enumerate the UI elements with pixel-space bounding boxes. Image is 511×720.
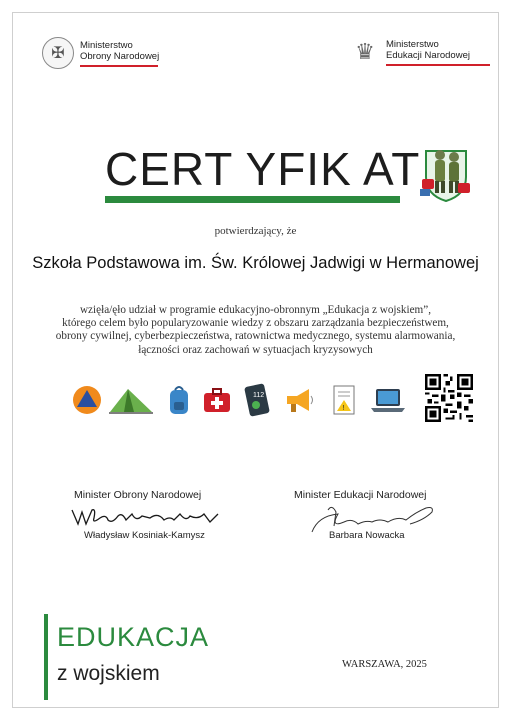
description-line: wzięła/ęło udział w programie edukacyjno-obronnym „Edukacja z wojskiem”, <box>79 304 432 316</box>
mon-emblem-icon: ✠ <box>42 37 74 69</box>
mon-logo <box>42 37 159 69</box>
signatory-role-right: Minister Edukacji Narodowej <box>294 489 427 501</box>
certificate-title: CERT YFIK AT <box>105 143 421 195</box>
mon-logo-line1: Ministerstwo <box>80 39 133 51</box>
soldiers-shield-icon <box>418 143 474 203</box>
first-aid-kit-icon <box>200 383 234 417</box>
school-name: Szkoła Podstawowa im. Św. Królowej Jadwigi w Hermanowej <box>32 254 479 272</box>
phone-112-icon <box>240 383 274 417</box>
place-date: WARSZAWA, 2025 <box>342 659 427 670</box>
men-logo <box>350 37 490 67</box>
description-line: którego celem było popularyzowanie wiedzy z obszaru zarządzania bezpieczeństwem, <box>62 317 449 330</box>
topic-icons-row <box>70 383 415 419</box>
laptop-icon <box>368 383 408 417</box>
description-line: obrony cywilnej, cyberbezpieczeństwa, ratownictwa medycznego, systemu alarmowania, <box>55 330 456 343</box>
men-logo-underline <box>386 64 490 66</box>
eagle-emblem-icon: ♛ <box>355 39 375 64</box>
signatory-role-left: Minister Obrony Narodowej <box>74 489 202 501</box>
backpack-icon <box>162 383 196 417</box>
megaphone-icon <box>282 383 316 417</box>
certificate-frame <box>12 12 499 708</box>
svg-text:!: ! <box>342 405 345 412</box>
brand-line2: z wojskiem <box>57 662 160 685</box>
men-logo-line1: Ministerstwo <box>386 38 439 50</box>
description-line: łączności oraz zachowań w sytuacjach kryzysowych <box>138 343 373 356</box>
civil-defense-icon <box>70 383 104 417</box>
brand-accent-bar <box>44 614 48 700</box>
confirmation-text: potwierdzający, że <box>214 225 297 237</box>
document-warning-icon <box>327 383 361 417</box>
signature-left <box>70 504 220 530</box>
qr-code[interactable] <box>425 374 473 422</box>
men-logo-line2: Edukacji Narodowej <box>386 49 470 61</box>
program-description <box>35 304 476 357</box>
signatory-name-left: Władysław Kosiniak-Kamysz <box>84 530 205 541</box>
tent-icon <box>108 383 154 417</box>
signatory-name-right: Barbara Nowacka <box>329 530 405 541</box>
phone-112-label: 112 <box>253 392 265 399</box>
mon-logo-line2: Obrony Narodowej <box>80 50 160 62</box>
brand-line1: EDUKACJA <box>57 622 210 652</box>
mon-logo-underline <box>80 65 158 67</box>
title-underline <box>105 196 400 203</box>
